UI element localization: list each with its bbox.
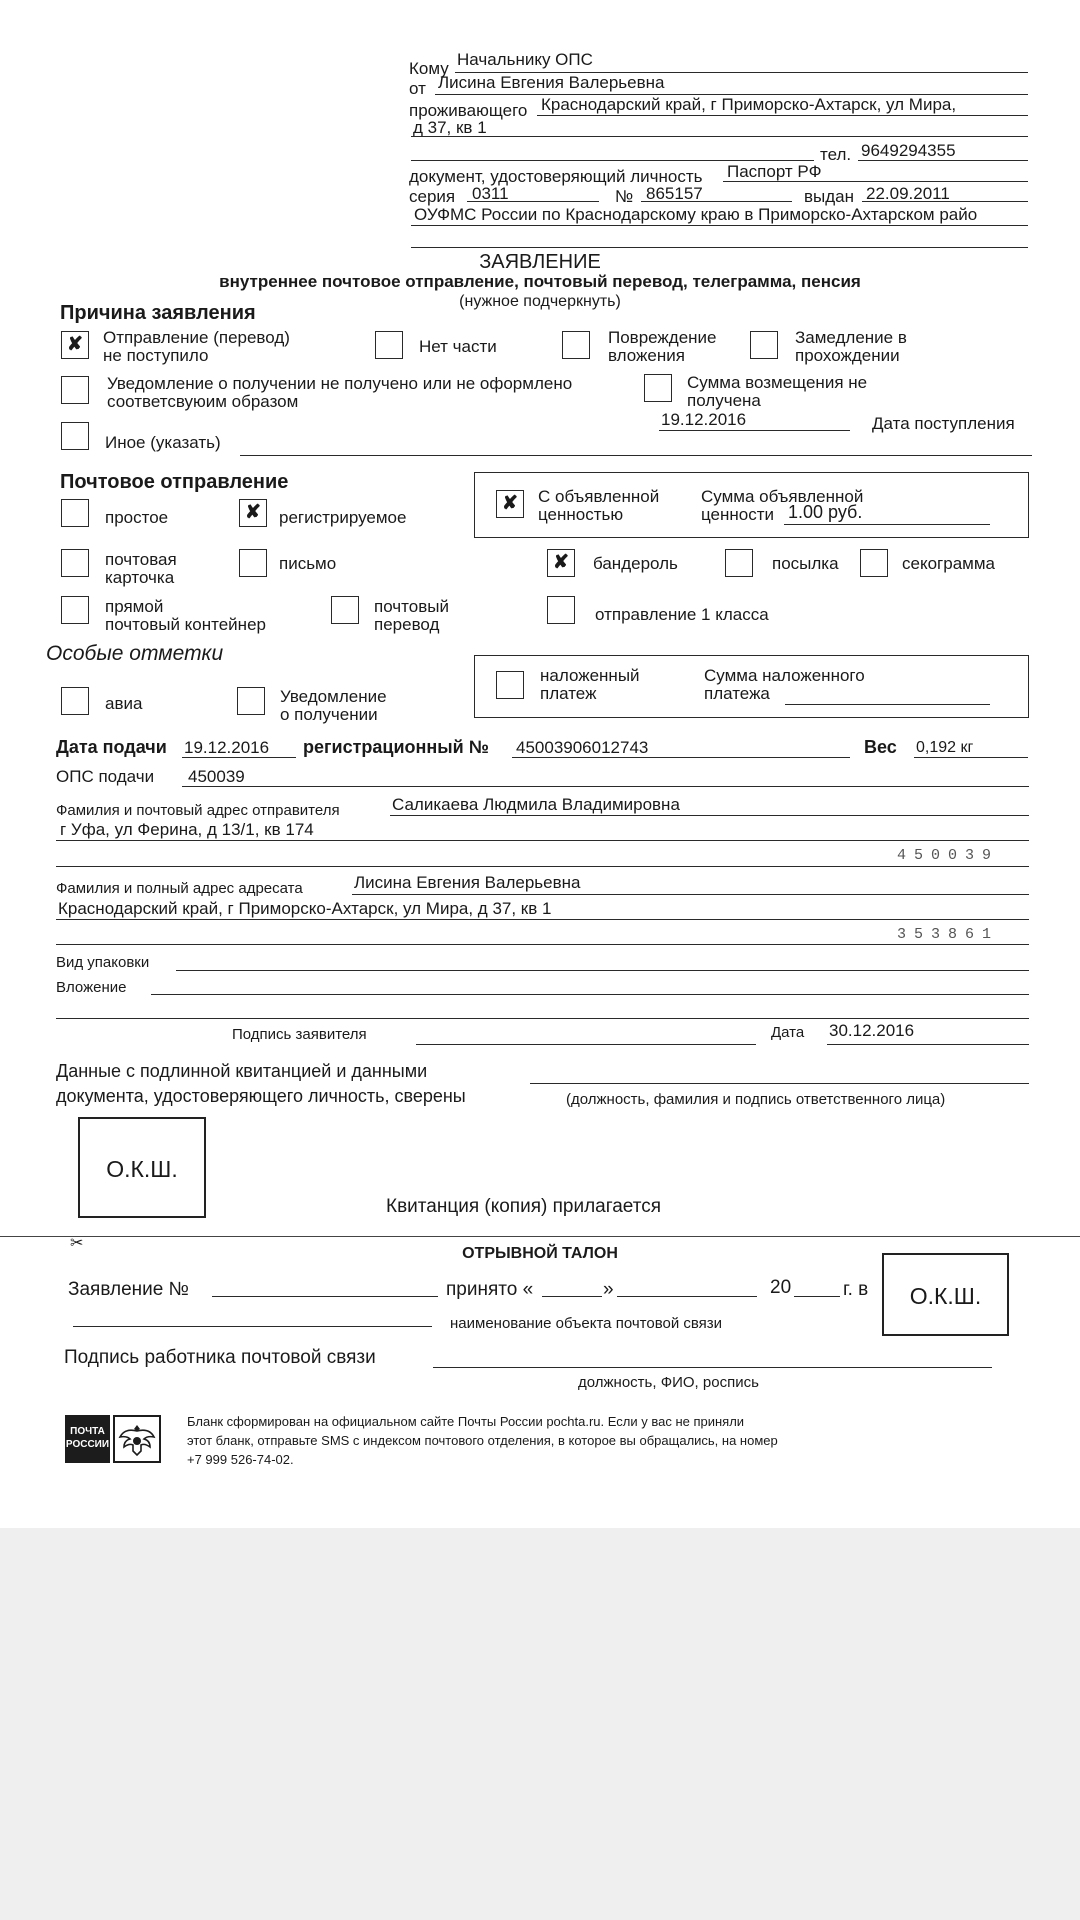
coupon-statement-label: Заявление № bbox=[68, 1279, 189, 1300]
footer-note-line2: этот бланк, отправьте SMS с индексом почтового отделения, в которое вы обращались, на номер bbox=[187, 1433, 778, 1448]
reg-number-label: регистрационный № bbox=[303, 737, 489, 757]
coupon-office-line[interactable] bbox=[73, 1326, 432, 1327]
checkbox-notice[interactable] bbox=[61, 376, 89, 404]
arrival-date-value[interactable]: 19.12.2016 bbox=[661, 410, 747, 429]
check-mark bbox=[645, 375, 671, 401]
not-received-label: Отправление (перевод) не поступило bbox=[103, 328, 290, 365]
contents-line[interactable] bbox=[151, 994, 1029, 995]
check-mark bbox=[548, 597, 574, 623]
checkbox-delivery-notice[interactable] bbox=[237, 687, 265, 715]
to-label: Кому bbox=[409, 59, 449, 78]
verified-line2: документа, удостоверяющего личность, сверены bbox=[56, 1086, 466, 1106]
series-value[interactable]: 0311 bbox=[472, 184, 509, 203]
id-doc-value[interactable]: Паспорт РФ bbox=[727, 162, 822, 181]
mail-heading: Почтовое отправление bbox=[60, 471, 289, 493]
issuer-value[interactable]: ОУФМС России по Краснодарскому краю в Приморско-Ахтарском райо bbox=[414, 205, 978, 224]
pochta-logo: ПОЧТА РОССИИ bbox=[65, 1415, 110, 1463]
checkbox-cod[interactable] bbox=[496, 671, 524, 699]
declared-sum-line bbox=[784, 524, 990, 525]
stamp-okush: О.К.Ш. bbox=[78, 1117, 206, 1218]
check-mark: ✘ bbox=[67, 334, 83, 355]
sign-date-label: Дата bbox=[771, 1024, 805, 1041]
check-mark bbox=[62, 500, 88, 526]
sign-date-value[interactable]: 30.12.2016 bbox=[829, 1021, 915, 1040]
checkbox-letter[interactable] bbox=[239, 549, 267, 577]
sender-name-line bbox=[390, 815, 1029, 816]
delay-label: Замедление в прохождении bbox=[795, 328, 907, 365]
recipient-index-line bbox=[56, 944, 1029, 945]
checkbox-postcard[interactable] bbox=[61, 549, 89, 577]
check-mark bbox=[497, 672, 523, 698]
coupon-title: ОТРЫВНОЙ ТАЛОН bbox=[462, 1245, 618, 1262]
coupon-statement-line[interactable] bbox=[212, 1296, 438, 1297]
avia-label: авиа bbox=[105, 694, 143, 713]
check-mark bbox=[751, 332, 777, 358]
blank-line bbox=[411, 160, 814, 161]
no-part-label: Нет части bbox=[419, 337, 497, 356]
simple-label: простое bbox=[105, 508, 169, 527]
coupon-office-caption: наименование объекта почтовой связи bbox=[450, 1315, 723, 1332]
first-class-label: отправление 1 класса bbox=[595, 605, 769, 624]
check-mark bbox=[861, 550, 887, 576]
footer-note-line3: +7 999 526-74-02. bbox=[187, 1452, 294, 1467]
cod-sum-line[interactable] bbox=[785, 704, 990, 705]
packaging-label: Вид упаковки bbox=[56, 954, 150, 971]
address-line2-rule bbox=[411, 136, 1028, 137]
arrival-date-label: Дата поступления bbox=[872, 414, 1015, 433]
checkbox-no-part[interactable] bbox=[375, 331, 403, 359]
coupon-day-line[interactable] bbox=[542, 1296, 602, 1297]
checkbox-parcel[interactable] bbox=[725, 549, 753, 577]
ops-label: ОПС подачи bbox=[56, 767, 155, 786]
banderol-label: бандероль bbox=[593, 554, 678, 573]
check-mark bbox=[238, 688, 264, 714]
checkbox-banderol[interactable] bbox=[547, 549, 575, 577]
other-label: Иное (указать) bbox=[105, 433, 221, 452]
address-line2[interactable]: д 37, кв 1 bbox=[413, 118, 487, 137]
signature-label: Подпись заявителя bbox=[232, 1026, 367, 1043]
secogram-label: секограмма bbox=[902, 554, 995, 573]
cut-line bbox=[0, 1236, 1080, 1237]
notice-label: Уведомление о получении не получено или не оформлено соответсвуюим образом bbox=[107, 374, 573, 411]
coupon-month-line[interactable] bbox=[617, 1296, 757, 1297]
recipient-name[interactable]: Лисина Евгения Валерьевна bbox=[354, 873, 581, 892]
coupon-year-line[interactable] bbox=[794, 1296, 840, 1297]
checkbox-postal-transfer[interactable] bbox=[331, 596, 359, 624]
issuer-line2 bbox=[411, 247, 1028, 248]
to-value[interactable]: Начальнику ОПС bbox=[457, 50, 593, 69]
sender-index-line bbox=[56, 866, 1029, 867]
eagle-emblem-icon bbox=[113, 1415, 161, 1463]
coupon-worker-label: Подпись работника почтовой связи bbox=[64, 1347, 376, 1368]
check-mark bbox=[62, 597, 88, 623]
weight-line bbox=[914, 757, 1028, 758]
reg-number-value[interactable]: 45003906012743 bbox=[516, 738, 649, 757]
weight-label: Вес bbox=[864, 737, 897, 757]
issued-value[interactable]: 22.09.2011 bbox=[866, 184, 950, 203]
from-label: от bbox=[409, 79, 426, 98]
declared-value-label: С объявленной ценностью bbox=[538, 487, 660, 524]
coupon-year-suffix: г. в bbox=[843, 1279, 869, 1300]
checkbox-delay[interactable] bbox=[750, 331, 778, 359]
sender-address[interactable]: г Уфа, ул Ферина, д 13/1, кв 174 bbox=[60, 820, 314, 839]
submit-date-line bbox=[182, 757, 296, 758]
cod-sum-label: Сумма наложенного платежа bbox=[704, 666, 865, 703]
check-mark bbox=[240, 550, 266, 576]
sender-address-line bbox=[56, 840, 1029, 841]
letter-label: письмо bbox=[279, 554, 337, 573]
cod-label: наложенный платеж bbox=[540, 666, 640, 703]
coupon-quote-close: » bbox=[603, 1279, 614, 1300]
check-mark: ✘ bbox=[245, 502, 261, 523]
responsible-line[interactable] bbox=[530, 1083, 1029, 1084]
checkbox-direct-container[interactable] bbox=[61, 596, 89, 624]
series-line bbox=[467, 201, 599, 202]
scissors-icon: ✂ bbox=[70, 1235, 84, 1252]
check-mark bbox=[62, 550, 88, 576]
recipient-name-line bbox=[352, 894, 1029, 895]
arrival-date-line bbox=[659, 430, 850, 431]
number-label: № bbox=[615, 187, 634, 206]
number-line bbox=[641, 201, 792, 202]
verified-line1: Данные с подлинной квитанцией и данными bbox=[56, 1061, 428, 1081]
phone-label: тел. bbox=[820, 145, 852, 164]
checkbox-avia[interactable] bbox=[61, 687, 89, 715]
address-line1-rule bbox=[537, 115, 1028, 116]
coupon-year-prefix: 20 bbox=[770, 1277, 792, 1298]
submit-date-value[interactable]: 19.12.2016 bbox=[184, 738, 270, 757]
series-label: серия bbox=[409, 187, 456, 206]
responsible-caption: (должность, фамилия и подпись ответственного лица) bbox=[566, 1091, 946, 1108]
receipt-attached: Квитанция (копия) прилагается bbox=[386, 1196, 662, 1217]
refund-label: Сумма возмещения не получена bbox=[687, 373, 868, 410]
sender-name[interactable]: Саликаева Людмила Владимировна bbox=[392, 795, 680, 814]
phone-value[interactable]: 9649294355 bbox=[861, 141, 956, 160]
packaging-line[interactable] bbox=[176, 970, 1029, 971]
sender-label: Фамилия и почтовый адрес отправителя bbox=[56, 802, 340, 819]
issuer-line bbox=[411, 225, 1028, 226]
postcard-label: почтовая карточка bbox=[105, 550, 177, 587]
coupon-stamp-okush: О.К.Ш. bbox=[882, 1253, 1009, 1336]
phone-line bbox=[858, 160, 1028, 161]
ops-value[interactable]: 450039 bbox=[188, 767, 245, 786]
declared-sum-value[interactable]: 1.00 руб. bbox=[788, 502, 863, 522]
id-doc-line bbox=[723, 181, 1028, 182]
checkbox-other[interactable] bbox=[61, 422, 89, 450]
check-mark bbox=[62, 377, 88, 403]
residing-label: проживающего bbox=[409, 101, 528, 120]
coupon-worker-caption: должность, ФИО, роспись bbox=[578, 1374, 759, 1391]
check-mark bbox=[563, 332, 589, 358]
check-mark bbox=[62, 423, 88, 449]
recipient-label: Фамилия и полный адрес адресата bbox=[56, 880, 303, 897]
damage-label: Повреждение вложения bbox=[608, 328, 717, 365]
check-mark: ✘ bbox=[553, 552, 569, 573]
checkbox-refund[interactable] bbox=[644, 374, 672, 402]
registered-label: регистрируемое bbox=[279, 508, 407, 527]
submit-date-label: Дата подачи bbox=[56, 737, 167, 757]
weight-value[interactable]: 0,192 кг bbox=[916, 739, 974, 756]
checkbox-declared-value[interactable] bbox=[496, 490, 524, 518]
recipient-address[interactable]: Краснодарский край, г Приморско-Ахтарск, ул Мира, д 37, кв 1 bbox=[58, 899, 552, 918]
signature-line[interactable] bbox=[416, 1044, 756, 1045]
form-note: (нужное подчеркнуть) bbox=[459, 293, 621, 310]
from-value[interactable]: Лисина Евгения Валерьевна bbox=[438, 73, 665, 92]
number-value[interactable]: 865157 bbox=[646, 184, 703, 203]
issued-label: выдан bbox=[804, 187, 855, 206]
check-mark bbox=[332, 597, 358, 623]
sender-index: 450039 bbox=[897, 847, 1000, 864]
coupon-accepted-label: принято « bbox=[446, 1279, 534, 1300]
recipient-index: 353861 bbox=[897, 926, 1000, 943]
contents-label: Вложение bbox=[56, 979, 127, 996]
declared-sum-label: Сумма объявленной ценности bbox=[701, 487, 864, 524]
reason-heading: Причина заявления bbox=[60, 302, 256, 324]
ops-line bbox=[182, 786, 1029, 787]
special-heading: Особые отметки bbox=[46, 642, 224, 665]
checkbox-not-received[interactable] bbox=[61, 331, 89, 359]
form-title: ЗАЯВЛЕНИЕ bbox=[479, 251, 601, 273]
contents-line2 bbox=[56, 1018, 1029, 1019]
sign-date-line bbox=[827, 1044, 1029, 1045]
coupon-worker-line[interactable] bbox=[433, 1367, 992, 1368]
other-line[interactable] bbox=[240, 455, 1032, 456]
delivery-notice-label: Уведомление о получении bbox=[280, 687, 387, 724]
check-mark bbox=[376, 332, 402, 358]
id-doc-label: документ, удостоверяющий личность bbox=[409, 167, 703, 186]
parcel-label: посылка bbox=[772, 554, 839, 573]
checkbox-simple[interactable] bbox=[61, 499, 89, 527]
check-mark bbox=[726, 550, 752, 576]
footer-note-line1: Бланк сформирован на официальном сайте Почты России pochta.ru. Если у вас не приняли bbox=[187, 1414, 745, 1429]
postal-transfer-label: почтовый перевод bbox=[374, 597, 449, 634]
check-mark: ✘ bbox=[502, 493, 518, 514]
address-line1[interactable]: Краснодарский край, г Приморско-Ахтарск, ул Мира, bbox=[541, 95, 957, 114]
checkbox-secogram[interactable] bbox=[860, 549, 888, 577]
checkbox-registered[interactable] bbox=[239, 499, 267, 527]
check-mark bbox=[62, 688, 88, 714]
reg-number-line bbox=[512, 757, 850, 758]
form-subtitle: внутреннее почтовое отправление, почтовый перевод, телеграмма, пенсия bbox=[219, 272, 861, 291]
checkbox-damage[interactable] bbox=[562, 331, 590, 359]
recipient-address-line bbox=[56, 919, 1029, 920]
direct-container-label: прямой почтовый контейнер bbox=[105, 597, 266, 634]
checkbox-first-class[interactable] bbox=[547, 596, 575, 624]
issued-line bbox=[862, 201, 1028, 202]
